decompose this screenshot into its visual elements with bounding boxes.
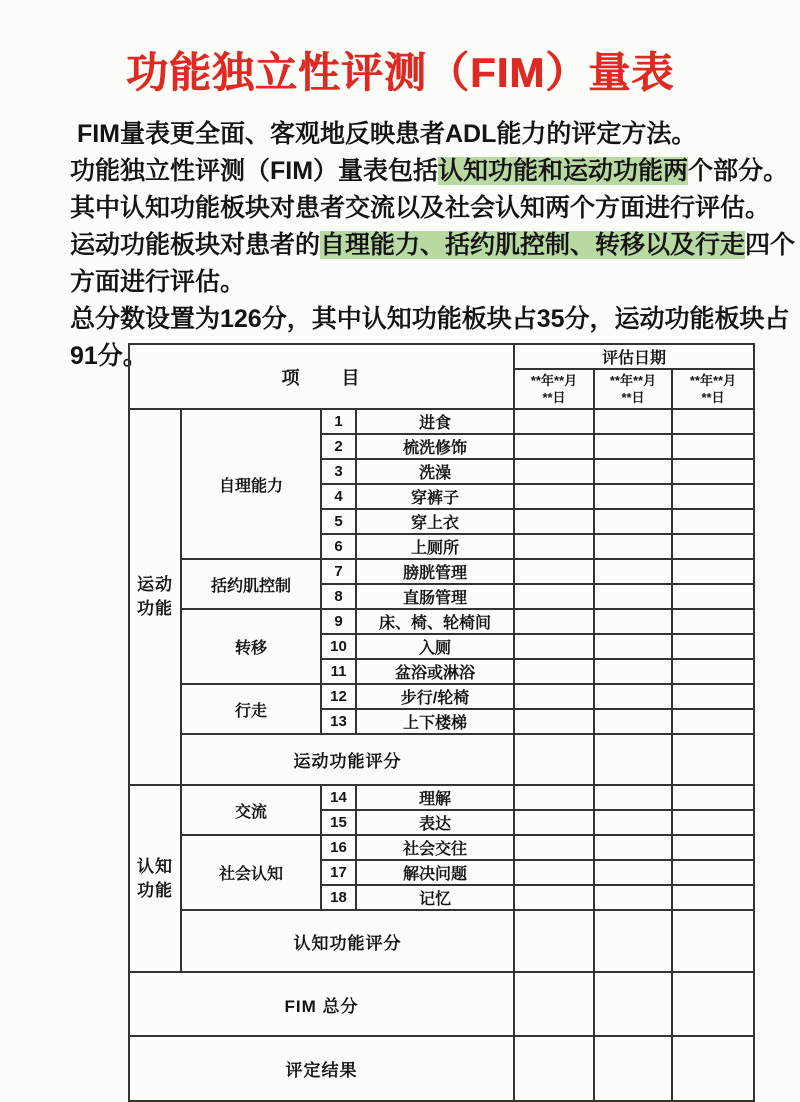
score-cell xyxy=(514,1036,594,1101)
table-row xyxy=(129,609,754,634)
score-cell xyxy=(672,484,754,509)
fim-total-row xyxy=(129,972,754,1036)
score-cell xyxy=(594,659,672,684)
item-name: 穿裤子 xyxy=(356,484,514,509)
score-cell xyxy=(514,885,594,910)
date-2-line-1: **年**月 xyxy=(609,373,657,388)
motor-score-row xyxy=(129,734,754,785)
score-cell xyxy=(594,534,672,559)
item-number: 10 xyxy=(321,634,356,659)
category-cell-sphincter: 括约肌控制 xyxy=(181,559,321,609)
score-cell xyxy=(514,972,594,1036)
item-name: 记忆 xyxy=(356,885,514,910)
motor-score-label: 运动功能评分 xyxy=(181,734,514,785)
item-number: 18 xyxy=(321,885,356,910)
intro-line-4-pre: 运动功能板块对患者的 xyxy=(70,231,321,259)
score-cell xyxy=(514,409,594,434)
date-1-line-2: **日 xyxy=(542,390,566,405)
item-number: 3 xyxy=(321,459,356,484)
score-cell xyxy=(594,434,672,459)
date-column-header-1 xyxy=(514,369,594,409)
score-cell xyxy=(594,810,672,835)
item-number: 15 xyxy=(321,810,356,835)
score-cell xyxy=(672,559,754,584)
score-cell xyxy=(594,459,672,484)
score-cell xyxy=(594,559,672,584)
intro-line-1: FIM量表更全面、客观地反映患者ADL能力的评定方法。 xyxy=(70,120,697,148)
item-number: 7 xyxy=(321,559,356,584)
score-cell xyxy=(514,459,594,484)
score-cell xyxy=(594,785,672,810)
item-number: 5 xyxy=(321,509,356,534)
score-cell xyxy=(594,1036,672,1101)
intro-line-7: 91分。 xyxy=(70,342,148,370)
date-3-line-2: **日 xyxy=(701,390,725,405)
result-label: 评定结果 xyxy=(129,1036,514,1101)
score-cell xyxy=(514,684,594,709)
highlight-cognitive-motor: 认知功能和运动功能两 xyxy=(438,157,689,185)
group-motor-line-2: 功能 xyxy=(137,599,173,618)
intro-line-2-post: 个部分。 xyxy=(688,157,789,185)
score-cell xyxy=(594,609,672,634)
cognitive-score-label: 认知功能评分 xyxy=(181,910,514,972)
item-number: 1 xyxy=(321,409,356,434)
item-number: 12 xyxy=(321,684,356,709)
score-cell xyxy=(514,559,594,584)
date-2-line-2: **日 xyxy=(621,390,645,405)
score-cell xyxy=(594,509,672,534)
score-cell xyxy=(672,734,754,785)
score-cell xyxy=(514,434,594,459)
score-cell xyxy=(672,684,754,709)
score-cell xyxy=(594,709,672,734)
group-cognitive-line-2: 功能 xyxy=(137,880,173,900)
intro-line-5: 方面进行评估。 xyxy=(70,268,246,296)
item-name: 梳洗修饰 xyxy=(356,434,514,459)
table-row xyxy=(129,684,754,709)
score-cell xyxy=(594,684,672,709)
category-cell-transfer: 转移 xyxy=(181,609,321,684)
score-cell xyxy=(672,860,754,885)
item-name: 解决问题 xyxy=(356,860,514,885)
score-cell xyxy=(514,634,594,659)
item-name: 进食 xyxy=(356,409,514,434)
fim-total-label: FIM 总分 xyxy=(129,972,514,1036)
score-cell xyxy=(672,659,754,684)
intro-line-2 xyxy=(70,153,794,190)
table-header-assessment-date: 评估日期 xyxy=(514,344,754,369)
date-1-line-1: **年**月 xyxy=(530,373,578,388)
group-cell-motor xyxy=(129,409,181,785)
item-number: 8 xyxy=(321,584,356,609)
score-cell xyxy=(594,885,672,910)
item-number: 9 xyxy=(321,609,356,634)
item-number: 13 xyxy=(321,709,356,734)
intro-line-4 xyxy=(70,227,794,264)
item-name: 穿上衣 xyxy=(356,509,514,534)
score-cell xyxy=(594,409,672,434)
score-cell xyxy=(514,584,594,609)
score-cell xyxy=(672,459,754,484)
item-name: 床、椅、轮椅间 xyxy=(356,609,514,634)
score-cell xyxy=(514,509,594,534)
fim-table xyxy=(128,343,755,1102)
score-cell xyxy=(594,972,672,1036)
cognitive-score-row xyxy=(129,910,754,972)
score-cell xyxy=(672,434,754,459)
score-cell xyxy=(672,785,754,810)
category-cell-social-cognition: 社会认知 xyxy=(181,835,321,910)
group-motor-line-1: 运动 xyxy=(137,575,173,594)
score-cell xyxy=(594,835,672,860)
score-cell xyxy=(594,634,672,659)
table-row xyxy=(129,559,754,584)
score-cell xyxy=(672,509,754,534)
score-cell xyxy=(514,860,594,885)
score-cell xyxy=(514,785,594,810)
date-column-header-3 xyxy=(672,369,754,409)
score-cell xyxy=(672,709,754,734)
group-cell-cognitive xyxy=(129,785,181,972)
item-name: 洗澡 xyxy=(356,459,514,484)
score-cell xyxy=(672,810,754,835)
item-number: 6 xyxy=(321,534,356,559)
item-name: 上厕所 xyxy=(356,534,514,559)
score-cell xyxy=(514,534,594,559)
date-3-line-1: **年**月 xyxy=(689,373,737,388)
score-cell xyxy=(672,534,754,559)
category-cell-communication: 交流 xyxy=(181,785,321,835)
score-cell xyxy=(514,659,594,684)
item-number: 4 xyxy=(321,484,356,509)
item-number: 11 xyxy=(321,659,356,684)
item-name: 理解 xyxy=(356,785,514,810)
item-name: 盆浴或淋浴 xyxy=(356,659,514,684)
table-row xyxy=(129,785,754,810)
item-name: 入厕 xyxy=(356,634,514,659)
result-row xyxy=(129,1036,754,1101)
intro-line-6: 总分数设置为126分，其中认知功能板块占35分，运动功能板块占 xyxy=(70,305,790,333)
item-name: 表达 xyxy=(356,810,514,835)
score-cell xyxy=(672,409,754,434)
item-name: 上下楼梯 xyxy=(356,709,514,734)
score-cell xyxy=(594,734,672,785)
score-cell xyxy=(514,609,594,634)
score-cell xyxy=(672,835,754,860)
item-name: 直肠管理 xyxy=(356,584,514,609)
table-row xyxy=(129,835,754,860)
category-cell-locomotion: 行走 xyxy=(181,684,321,734)
category-cell-selfcare: 自理能力 xyxy=(181,409,321,559)
score-cell xyxy=(594,860,672,885)
table-header-item-column: 项 目 xyxy=(129,344,514,409)
highlight-motor-domains: 自理能力、括约肌控制、转移以及行走 xyxy=(320,231,746,259)
score-cell xyxy=(514,835,594,860)
intro-line-3: 其中认知功能板块对患者交流以及社会认知两个方面进行评估。 xyxy=(70,194,771,222)
score-cell xyxy=(514,910,594,972)
score-cell xyxy=(672,584,754,609)
score-cell xyxy=(594,484,672,509)
score-cell xyxy=(594,584,672,609)
item-number: 2 xyxy=(321,434,356,459)
intro-line-4-post: 四个 xyxy=(745,231,796,259)
score-cell xyxy=(672,910,754,972)
score-cell xyxy=(514,810,594,835)
score-cell xyxy=(672,609,754,634)
score-cell xyxy=(514,734,594,785)
item-name: 膀胱管理 xyxy=(356,559,514,584)
page-title: 功能独立性评测（FIM）量表 xyxy=(125,49,675,96)
score-cell xyxy=(672,885,754,910)
table-row xyxy=(129,409,754,434)
item-number: 14 xyxy=(321,785,356,810)
item-number: 16 xyxy=(321,835,356,860)
score-cell xyxy=(672,634,754,659)
date-column-header-2 xyxy=(594,369,672,409)
score-cell xyxy=(672,972,754,1036)
item-number: 17 xyxy=(321,860,356,885)
item-name: 步行/轮椅 xyxy=(356,684,514,709)
intro-line-2-pre: 功能独立性评测（FIM）量表包括 xyxy=(70,157,439,185)
score-cell xyxy=(514,709,594,734)
intro-paragraph xyxy=(70,116,794,375)
item-name: 社会交往 xyxy=(356,835,514,860)
score-cell xyxy=(594,910,672,972)
score-cell xyxy=(514,484,594,509)
group-cognitive-line-1: 认知 xyxy=(137,856,173,876)
score-cell xyxy=(672,1036,754,1101)
